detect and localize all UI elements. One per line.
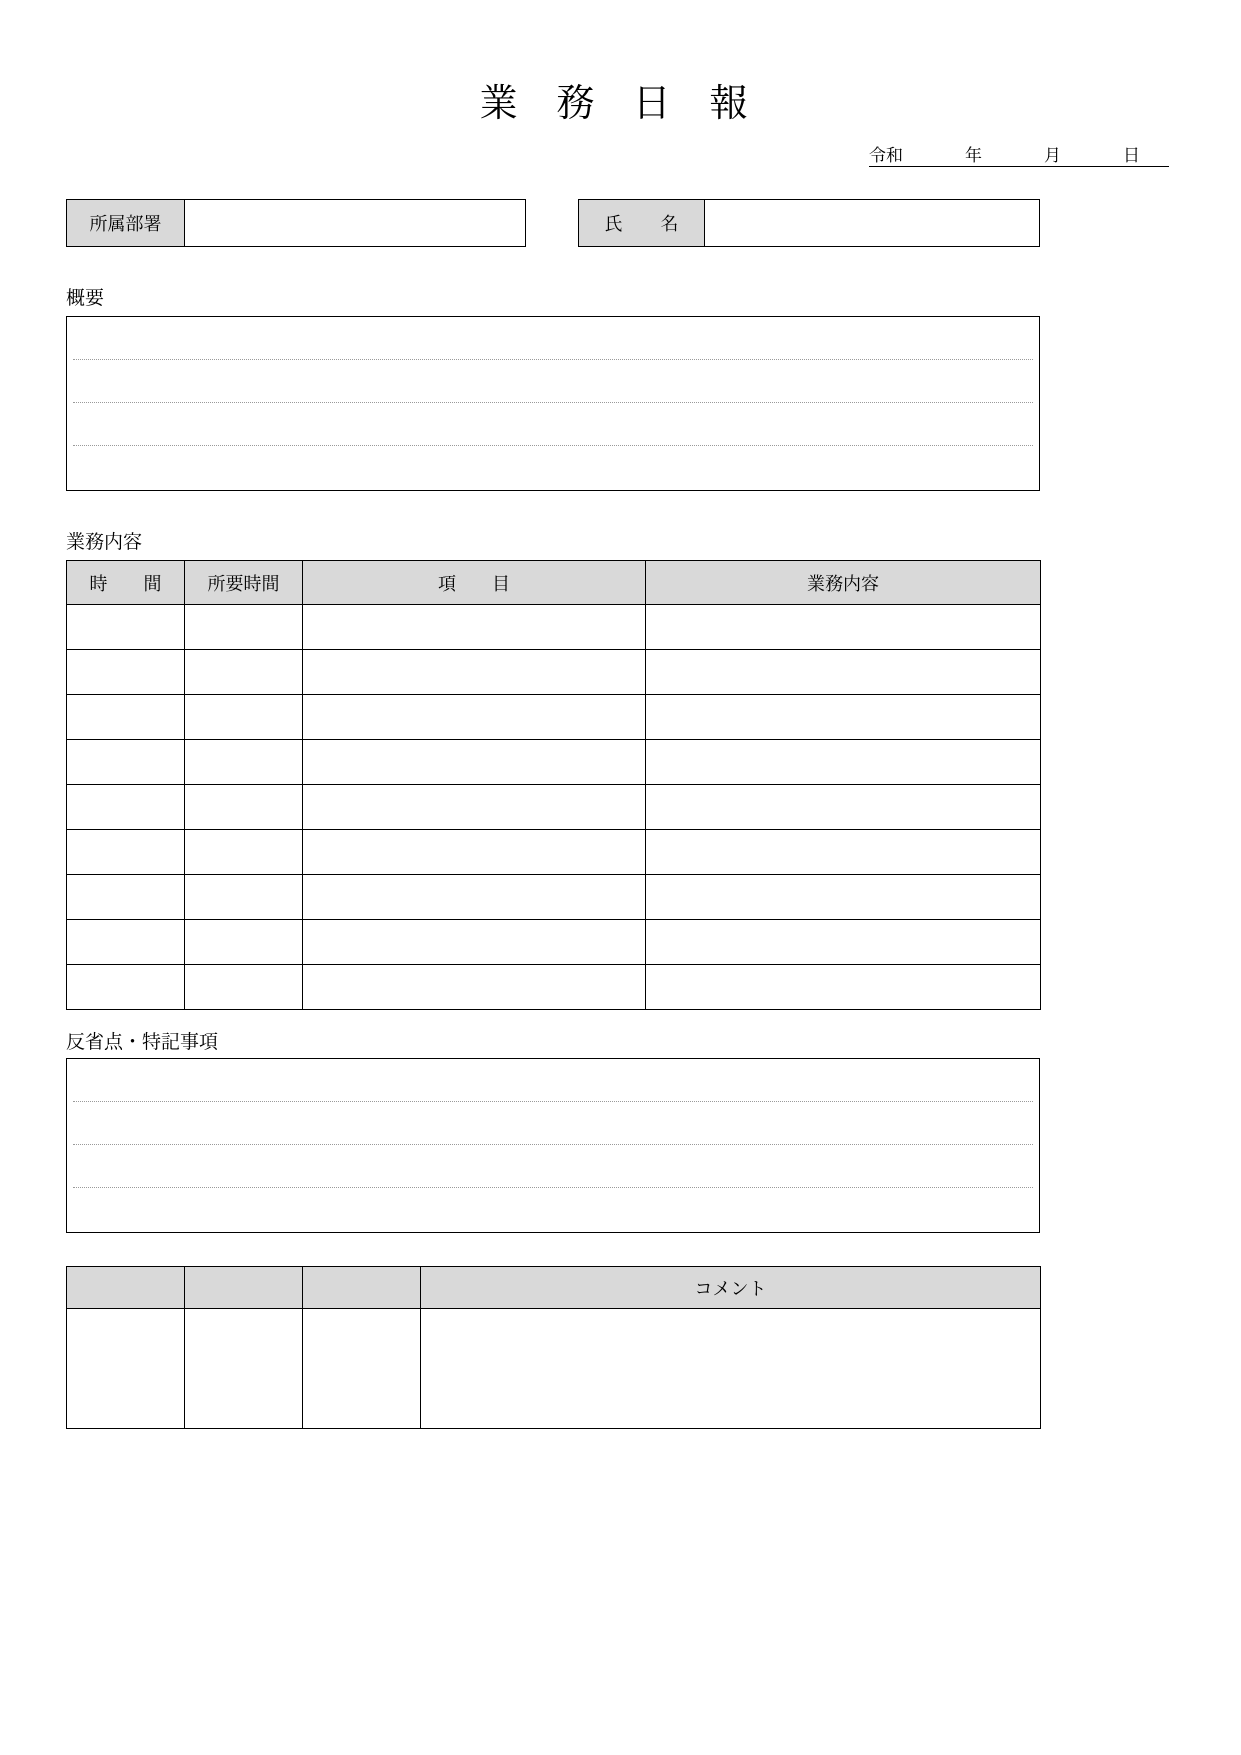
table-header-row bbox=[67, 561, 1041, 605]
cell-duration[interactable] bbox=[185, 830, 303, 875]
table-row[interactable] bbox=[67, 875, 1041, 920]
cell-item[interactable] bbox=[303, 875, 646, 920]
cell-detail[interactable] bbox=[646, 740, 1041, 785]
name-label: 氏 名 bbox=[579, 200, 705, 246]
cell-item[interactable] bbox=[303, 650, 646, 695]
work-col-time: 時 間 bbox=[67, 561, 185, 605]
cell-detail[interactable] bbox=[646, 605, 1041, 650]
cell-item[interactable] bbox=[303, 605, 646, 650]
work-col-detail: 業務内容 bbox=[646, 561, 1041, 605]
table-row[interactable] bbox=[67, 740, 1041, 785]
cell-item[interactable] bbox=[303, 740, 646, 785]
rule-line bbox=[73, 1101, 1033, 1102]
cell-duration[interactable] bbox=[185, 875, 303, 920]
table-row[interactable] bbox=[67, 605, 1041, 650]
cell-duration[interactable] bbox=[185, 650, 303, 695]
era-label: 令和 bbox=[869, 146, 903, 165]
cell-item[interactable] bbox=[303, 785, 646, 830]
comment-cell-3[interactable] bbox=[303, 1309, 421, 1429]
cell-detail[interactable] bbox=[646, 650, 1041, 695]
table-row[interactable] bbox=[67, 920, 1041, 965]
cell-time[interactable] bbox=[67, 875, 185, 920]
department-label: 所属部署 bbox=[67, 200, 185, 246]
table-row[interactable] bbox=[67, 830, 1041, 875]
table-row[interactable] bbox=[67, 965, 1041, 1010]
rule-line bbox=[73, 1144, 1033, 1145]
cell-item[interactable] bbox=[303, 965, 646, 1010]
comment-col-1 bbox=[67, 1267, 185, 1309]
work-caption: 業務内容 bbox=[66, 532, 143, 553]
comment-cell-text[interactable] bbox=[421, 1309, 1041, 1429]
summary-textarea[interactable] bbox=[66, 316, 1040, 491]
table-header-row bbox=[67, 1267, 1041, 1309]
cell-detail[interactable] bbox=[646, 695, 1041, 740]
cell-duration[interactable] bbox=[185, 920, 303, 965]
cell-time[interactable] bbox=[67, 605, 185, 650]
cell-time[interactable] bbox=[67, 920, 185, 965]
cell-detail[interactable] bbox=[646, 785, 1041, 830]
cell-duration[interactable] bbox=[185, 740, 303, 785]
cell-duration[interactable] bbox=[185, 965, 303, 1010]
page-title: 業 務 日 報 bbox=[479, 83, 762, 125]
table-row[interactable] bbox=[67, 695, 1041, 740]
reflection-textarea[interactable] bbox=[66, 1058, 1040, 1233]
cell-time[interactable] bbox=[67, 830, 185, 875]
cell-time[interactable] bbox=[67, 740, 185, 785]
table-row[interactable] bbox=[67, 650, 1041, 695]
cell-time[interactable] bbox=[67, 785, 185, 830]
cell-detail[interactable] bbox=[646, 830, 1041, 875]
cell-item[interactable] bbox=[303, 920, 646, 965]
comment-col-2 bbox=[185, 1267, 303, 1309]
cell-item[interactable] bbox=[303, 695, 646, 740]
comment-col-3 bbox=[303, 1267, 421, 1309]
rule-line bbox=[73, 402, 1033, 403]
department-input[interactable] bbox=[185, 200, 525, 246]
name-field[interactable] bbox=[578, 199, 1040, 247]
name-input[interactable] bbox=[705, 200, 1039, 246]
work-col-duration: 所要時間 bbox=[185, 561, 303, 605]
date-line[interactable] bbox=[869, 140, 1169, 167]
comment-col-comment: コメント bbox=[421, 1267, 1041, 1309]
table-row[interactable] bbox=[67, 1309, 1041, 1429]
cell-detail[interactable] bbox=[646, 920, 1041, 965]
day-unit-label: 日 bbox=[1123, 146, 1140, 165]
work-col-item: 項 目 bbox=[303, 561, 646, 605]
comment-table bbox=[66, 1266, 1041, 1429]
cell-detail[interactable] bbox=[646, 875, 1041, 920]
cell-duration[interactable] bbox=[185, 785, 303, 830]
month-unit-label: 月 bbox=[1044, 146, 1061, 165]
cell-duration[interactable] bbox=[185, 605, 303, 650]
cell-time[interactable] bbox=[67, 695, 185, 740]
table-row[interactable] bbox=[67, 785, 1041, 830]
cell-time[interactable] bbox=[67, 965, 185, 1010]
rule-line bbox=[73, 1187, 1033, 1188]
summary-caption: 概要 bbox=[66, 288, 105, 309]
cell-detail[interactable] bbox=[646, 965, 1041, 1010]
comment-cell-1[interactable] bbox=[67, 1309, 185, 1429]
cell-item[interactable] bbox=[303, 830, 646, 875]
rule-line bbox=[73, 445, 1033, 446]
year-unit-label: 年 bbox=[965, 146, 982, 165]
department-field[interactable] bbox=[66, 199, 526, 247]
comment-cell-2[interactable] bbox=[185, 1309, 303, 1429]
reflection-caption: 反省点・特記事項 bbox=[66, 1032, 219, 1053]
work-table bbox=[66, 560, 1041, 1010]
rule-line bbox=[73, 359, 1033, 360]
cell-duration[interactable] bbox=[185, 695, 303, 740]
cell-time[interactable] bbox=[67, 650, 185, 695]
